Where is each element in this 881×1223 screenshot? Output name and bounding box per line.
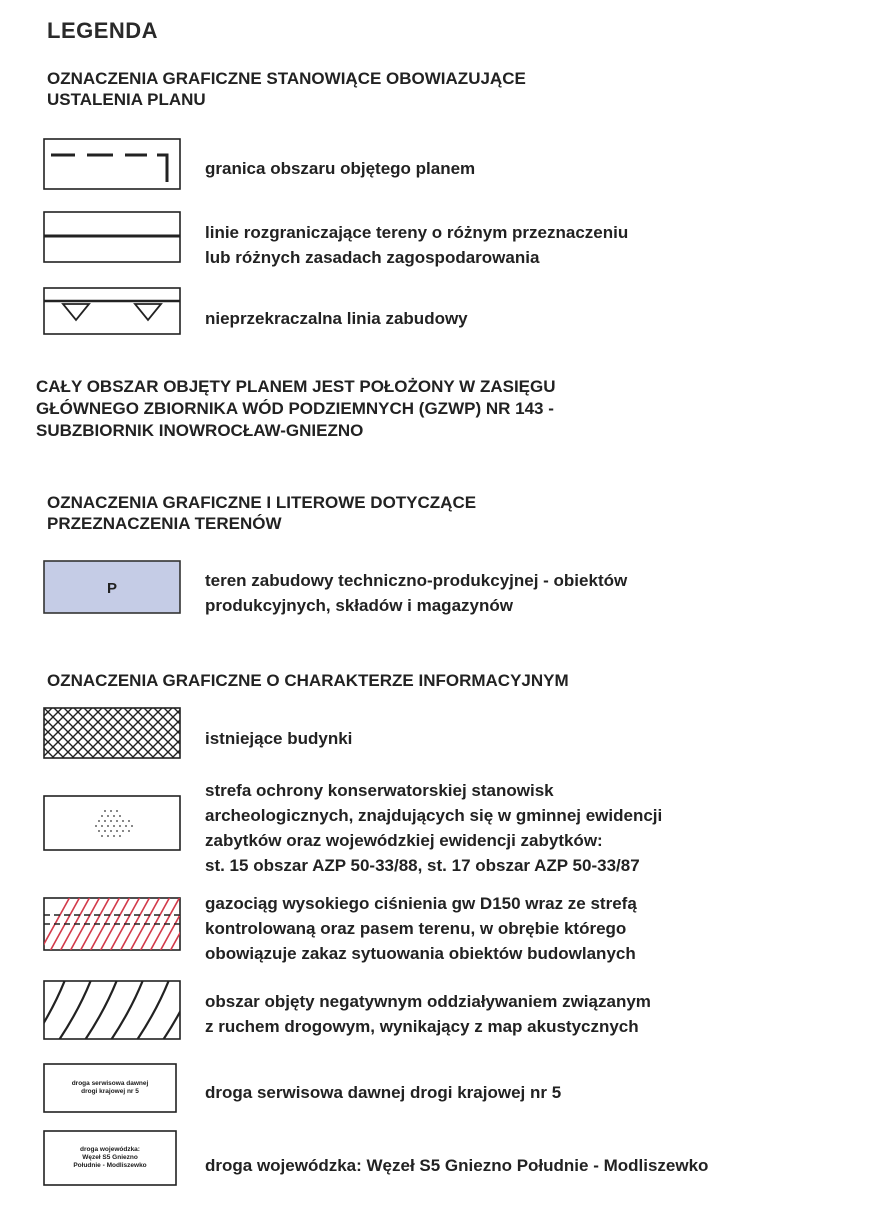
legend-label-gas-pipeline: gazociąg wysokiego ciśnienia gw D150 wraz ze strefą kontrolowaną oraz pasem terenu, w obrębie którego obowiązuje zakaz sytuowania obiektów budowlanych [205,894,637,963]
plan-boundary-icon [43,138,181,190]
legend-label-noise-area: obszar objęty negatywnym oddziaływaniem związanym z ruchem drogowym, wynikający z map akustycznych [205,992,651,1036]
legend-label-dividing-lines: linie rozgraniczające tereny o różnym przeznaczeniu lub różnych zasadach zagospodarowania [205,223,629,267]
groundwater-note: CAŁY OBSZAR OBJĘTY PLANEM JEST POŁOŻONY W ZASIĘGU GŁÓWNEGO ZBIORNIKA WÓD PODZIEMNYCH (GZWP) NR 143 - SUBZBIORNIK INOWROCŁAW-GNIEZNO [36,377,556,440]
provincial-road-symbol-line: droga wojewódzka: [80,1146,140,1153]
legend-label-archaeological-zone: strefa ochrony konserwatorskiej stanowisk archeologicznych, znajdujących się w gminnej ewidencji zabytków oraz wojewódzkiej ewidencji zabytków: st. 15 obszar AZP 50-33/88, st. 17 obszar AZP 50-33/87 [205,781,663,875]
legend-label-provincial-road: droga wojewódzka: Węzeł S5 Gniezno Południe - Modliszewko [205,1156,709,1175]
legend-title: LEGENDA [47,18,159,43]
section-heading-land-use: OZNACZENIA GRAFICZNE I LITEROWE DOTYCZĄCE PRZEZNACZENIA TERENÓW [47,493,477,533]
legend-label-existing-buildings: istniejące budynki [205,729,353,748]
service-road-symbol-line: droga serwisowa dawnej [71,1080,149,1087]
service-road-symbol-line: drogi krajowej nr 5 [81,1088,139,1095]
legend-label-plan-boundary: granica obszaru objętego planem [205,159,476,178]
provincial-road-symbol-line: Południe - Modliszewko [73,1162,147,1169]
legend-label-service-road: droga serwisowa dawnej drogi krajowej nr 5 [205,1083,562,1102]
production-area-symbol-label: P [106,580,118,597]
legend-label-building-line: nieprzekraczalna linia zabudowy [205,309,468,328]
production-area-icon [43,560,181,614]
gas-pipeline-icon [43,897,181,951]
dividing-lines-icon [43,211,181,263]
existing-buildings-icon [43,707,181,759]
provincial-road-icon [43,1130,177,1186]
archaeological-zone-icon [43,795,181,851]
provincial-road-symbol-line: Węzeł S5 Gniezno [82,1154,138,1161]
section-heading-binding: OZNACZENIA GRAFICZNE STANOWIĄCE OBOWIAZUJĄCE USTALENIA PLANU [47,69,526,109]
legend-label-production-area: teren zabudowy techniczno-produkcyjnej - obiektów produkcyjnych, składów i magazynów [205,571,628,615]
building-line-icon [43,287,181,335]
service-road-icon [43,1063,177,1113]
noise-area-icon [43,980,181,1040]
section-heading-informational: OZNACZENIA GRAFICZNE O CHARAKTERZE INFORMACYJNYM [47,671,569,690]
